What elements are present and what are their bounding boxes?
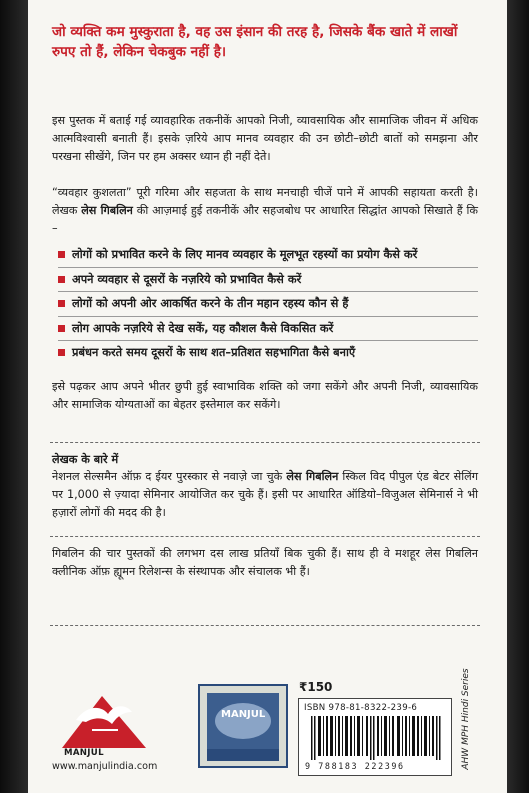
square-bullet-icon (58, 276, 65, 283)
right-cover-edge (507, 0, 529, 793)
left-cover-edge (0, 0, 28, 793)
publisher-website: www.manjulindia.com (52, 761, 158, 772)
list-item: लोगों को प्रभावित करने के लिए मानव व्यवहार के मूलभूत रहस्यों का प्रयोग कैसे करें (58, 246, 478, 268)
about-text-start: नेशनल सेल्समैन ऑफ़ द ईयर पुरस्कार से नवाज़े जा चुके (52, 470, 287, 483)
manjul-bird-logo-icon (62, 690, 146, 756)
list-item: प्रबंधन करते समय दूसरों के साथ शत–प्रतिशत सहभागिता कैसे बनाएँ (58, 344, 478, 365)
about-author-name: लेस गिबलिन (286, 470, 339, 483)
about-author-paragraph (52, 468, 478, 522)
second-paragraph-end: की आज़माई हुई तकनीकें और सहजबोध पर आधारित सिद्धांत आपको सिखाते हैं कि – (52, 204, 479, 235)
barcode-bars-icon (311, 716, 441, 760)
about-text-end: स्किल विद पीपुल एंड बेटर सेलिंग पर 1,000 से ज़्यादा सेमिनार आयोजित कर चुके हैं। इसी पर आधारित ऑडियो–विजुअल सेमिनार्स ने भी हज़ारों लोगों की मदद की है। (52, 470, 478, 519)
section-divider (50, 442, 480, 443)
list-item: अपने व्यवहार से दूसरों के नज़रिये को प्रभावित कैसे करें (58, 271, 478, 293)
list-item: लोग आपके नज़रिये से देख सकें, यह कौशल कैसे विकसित करें (58, 320, 478, 342)
barcode-digits: 9 788183 222396 (305, 761, 405, 771)
second-paragraph-start: “व्यवहार कुशलता” पूरी गरिमा और सहजता के साथ मनचाही चीजें पाने में आपकी सहायता करती है। लेखक (52, 186, 478, 217)
series-label: AHW MPH Hindi Series (461, 668, 471, 770)
section-divider (50, 536, 480, 537)
isbn-number: ISBN 978-81-8322-239-6 (304, 703, 418, 713)
benefits-list (58, 246, 478, 368)
square-bullet-icon (58, 325, 65, 332)
square-bullet-icon (58, 251, 65, 258)
square-bullet-icon (58, 349, 65, 356)
closing-paragraph: इसे पढ़कर आप अपने भीतर छुपी हुई स्वाभाविक शक्ति को जगा सकेंगे और अपनी निजी, व्यावसायिक और सामाजिक योग्यताओं का बेहतर इस्तेमाल कर सकेंगे। (52, 380, 478, 411)
sticker-label: MANJUL (221, 709, 266, 720)
publisher-sticker-icon (197, 683, 289, 769)
headline-quote: जो व्यक्ति कम मुस्कुराता है, वह उस इंसान की तरह है, जिसके बैंक खाते में लाखों रुपए तो हैं, लेकिन चेकबुक नहीं है। (52, 24, 458, 60)
square-bullet-icon (58, 300, 65, 307)
price-label: ₹150 (299, 680, 333, 694)
publisher-logo-text: MANJUL (64, 748, 104, 758)
section-divider (50, 625, 480, 626)
intro-paragraph: इस पुस्तक में बताई गई व्यावहारिक तकनीकें आपको निजी, व्यावसायिक और सामाजिक जीवन में अधिक आत्मविश्वासी बनाती हैं। इसके ज़रिये आप मानव व्यवहार की उन छोटी–छोटी बातों को समझना और परखना सीखेंगे, जिन पर हम अक्सर ध्यान ही नहीं देते। (52, 114, 478, 163)
isbn-barcode (298, 698, 452, 776)
second-paragraph (52, 184, 478, 238)
author-name: लेस गिबलिन (81, 204, 133, 217)
list-item: लोगों को अपनी ओर आकर्षित करने के तीन महान रहस्य कौन से हैं (58, 295, 478, 317)
author-books-paragraph: गिबलिन की चार पुस्तकों की लगभग दस लाख प्रतियाँ बिक चुकी हैं। साथ ही वे मशहूर लेस गिबलिन क्लीनिक ऑफ़ ह्यूमन रिलेशन्स के संस्थापक और संचालक भी हैं। (52, 547, 478, 578)
about-author-heading: लेखक के बारे में (52, 453, 119, 466)
